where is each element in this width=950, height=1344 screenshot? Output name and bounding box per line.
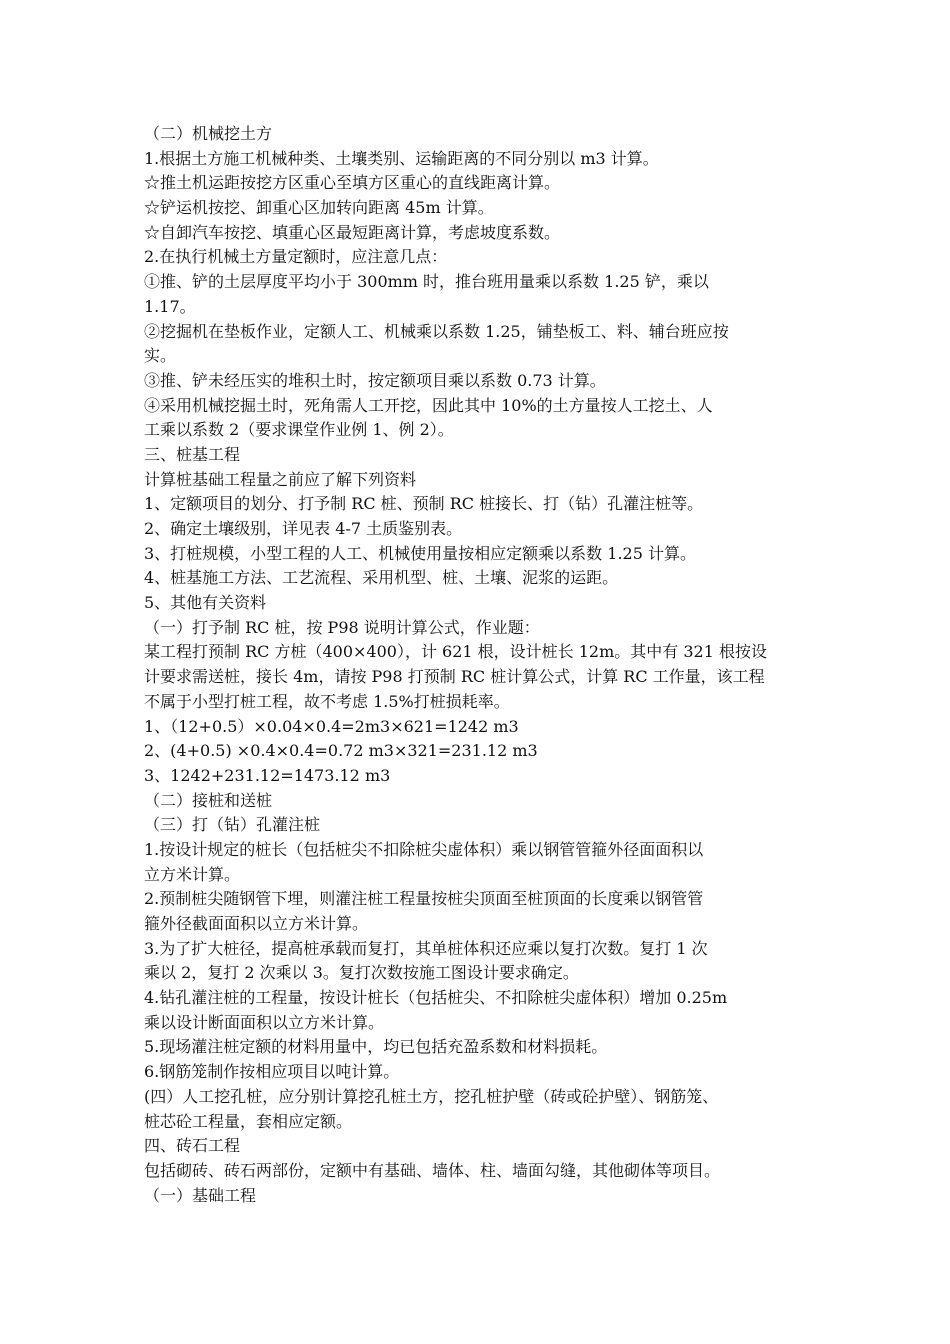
text-line: 3.为了扩大桩径，提高桩承载而复打，其单桩体积还应乘以复打次数。复打 1 次 xyxy=(144,938,708,958)
formula-line: 2、(4+0.5) ×0.4×0.4=0.72 m3×321=231.12 m3 xyxy=(144,741,538,761)
text-line: ④采用机械挖掘土时，死角需人工开挖，因此其中 10%的土方量按人工挖土、人 xyxy=(144,395,713,415)
text-line: ☆推土机运距按挖方区重心至填方区重心的直线距离计算。 xyxy=(144,173,561,193)
text-line: 1.按设计规定的桩长（包括桩尖不扣除桩尖虚体积）乘以钢管管箍外径面面积以 xyxy=(144,839,704,859)
formula-line: 1、（12+0.5）×0.04×0.4=2m3×621=1242 m3 xyxy=(144,716,519,736)
text-line: ②挖掘机在垫板作业，定额人工、机械乘以系数 1.25，铺垫板工、料、辅台班应按 xyxy=(144,321,729,341)
text-line: ③推、铲未经压实的堆积土时，按定额项目乘以系数 0.73 计算。 xyxy=(144,370,606,390)
text-line: （三）打（钻）孔灌注桩 xyxy=(144,815,321,835)
text-line: 1.根据土方施工机械种类、土壤类别、运输距离的不同分别以 m3 计算。 xyxy=(144,148,659,168)
text-line: 计算桩基础工程量之前应了解下列资料 xyxy=(144,469,417,489)
text-line: 计要求需送桩，接长 4m，请按 P98 打预制 RC 桩计算公式，计算 RC 工作量，该工程 xyxy=(144,667,765,687)
text-line: (四）人工挖孔桩，应分别计算挖孔桩土方，挖孔桩护壁（砖或砼护壁）、钢筋笼、 xyxy=(144,1086,719,1106)
text-line: 2、确定土壤级别，详见表 4-7 土质鉴别表。 xyxy=(144,519,463,538)
text-line: ☆自卸汽车按挖、填重心区最短距离计算，考虑坡度系数。 xyxy=(144,222,561,242)
text-line: （二）接桩和送桩 xyxy=(144,790,273,810)
text-line: 4、桩基施工方法、工艺流程、采用机型、桩、土壤、泥浆的运距。 xyxy=(144,568,619,588)
text-line: 4.钻孔灌注桩的工程量，按设计桩长（包括桩尖、不扣除桩尖虚体积）增加 0.25m xyxy=(144,988,728,1008)
text-line: 乘以设计断面面积以立方米计算。 xyxy=(144,1012,385,1032)
text-line: 3、打桩规模，小型工程的人工、机械使用量按相应定额乘以系数 1.25 计算。 xyxy=(144,543,696,563)
text-line: 1、定额项目的划分、打予制 RC 桩、预制 RC 桩接长、打（钻）孔灌注桩等。 xyxy=(144,494,704,514)
text-line: 某工程打预制 RC 方桩（400×400），计 621 根，设计桩长 12m。其中有 321 根按设 xyxy=(144,642,767,662)
text-line: 5.现场灌注桩定额的材料用量中，均已包括充盈系数和材料损耗。 xyxy=(144,1037,608,1057)
text-line: （一）基础工程 xyxy=(144,1185,257,1205)
text-line: 包括砌砖、砖石两部份，定额中有基础、墙体、柱、墙面勾缝，其他砌体等项目。 xyxy=(144,1160,721,1180)
section-heading: 四、砖石工程 xyxy=(144,1136,241,1156)
text-line: ①推、铲的土层厚度平均小于 300mm 时，推台班用量乘以系数 1.25 铲，乘以 xyxy=(144,272,709,292)
text-line: 乘以 2，复打 2 次乘以 3。复打次数按施工图设计要求确定。 xyxy=(144,963,579,983)
text-line: 6.钢筋笼制作按相应项目以吨计算。 xyxy=(144,1062,400,1082)
text-line: ☆铲运机按挖、卸重心区加转向距离 45m 计算。 xyxy=(144,198,494,218)
document-body xyxy=(144,122,814,1208)
section-heading: 三、桩基工程 xyxy=(144,444,241,464)
text-line: （二）机械挖土方 xyxy=(144,124,273,143)
formula-line: 3、1242+231.12=1473.12 m3 xyxy=(144,765,391,785)
text-line: 不属于小型打桩工程，故不考虑 1.5%打桩损耗率。 xyxy=(144,691,510,711)
text-line: （一）打予制 RC 桩，按 P98 说明计算公式，作业题： xyxy=(144,617,540,637)
text-line: 实。 xyxy=(144,346,177,366)
text-line: 箍外径截面面积以立方米计算。 xyxy=(144,914,369,933)
text-line: 工乘以系数 2（要求课堂作业例 1、例 2）。 xyxy=(144,420,454,440)
text-line: 2.在执行机械土方量定额时，应注意几点： xyxy=(144,247,448,267)
text-line: 立方米计算。 xyxy=(144,864,241,884)
text-line: 桩芯砼工程量，套相应定额。 xyxy=(144,1111,353,1131)
text-line: 2.预制桩尖随钢管下埋，则灌注桩工程量按桩尖顶面至桩顶面的长度乘以钢管管 xyxy=(144,889,704,909)
text-line: 1.17。 xyxy=(144,296,196,316)
text-line: 5、其他有关资料 xyxy=(144,593,267,613)
